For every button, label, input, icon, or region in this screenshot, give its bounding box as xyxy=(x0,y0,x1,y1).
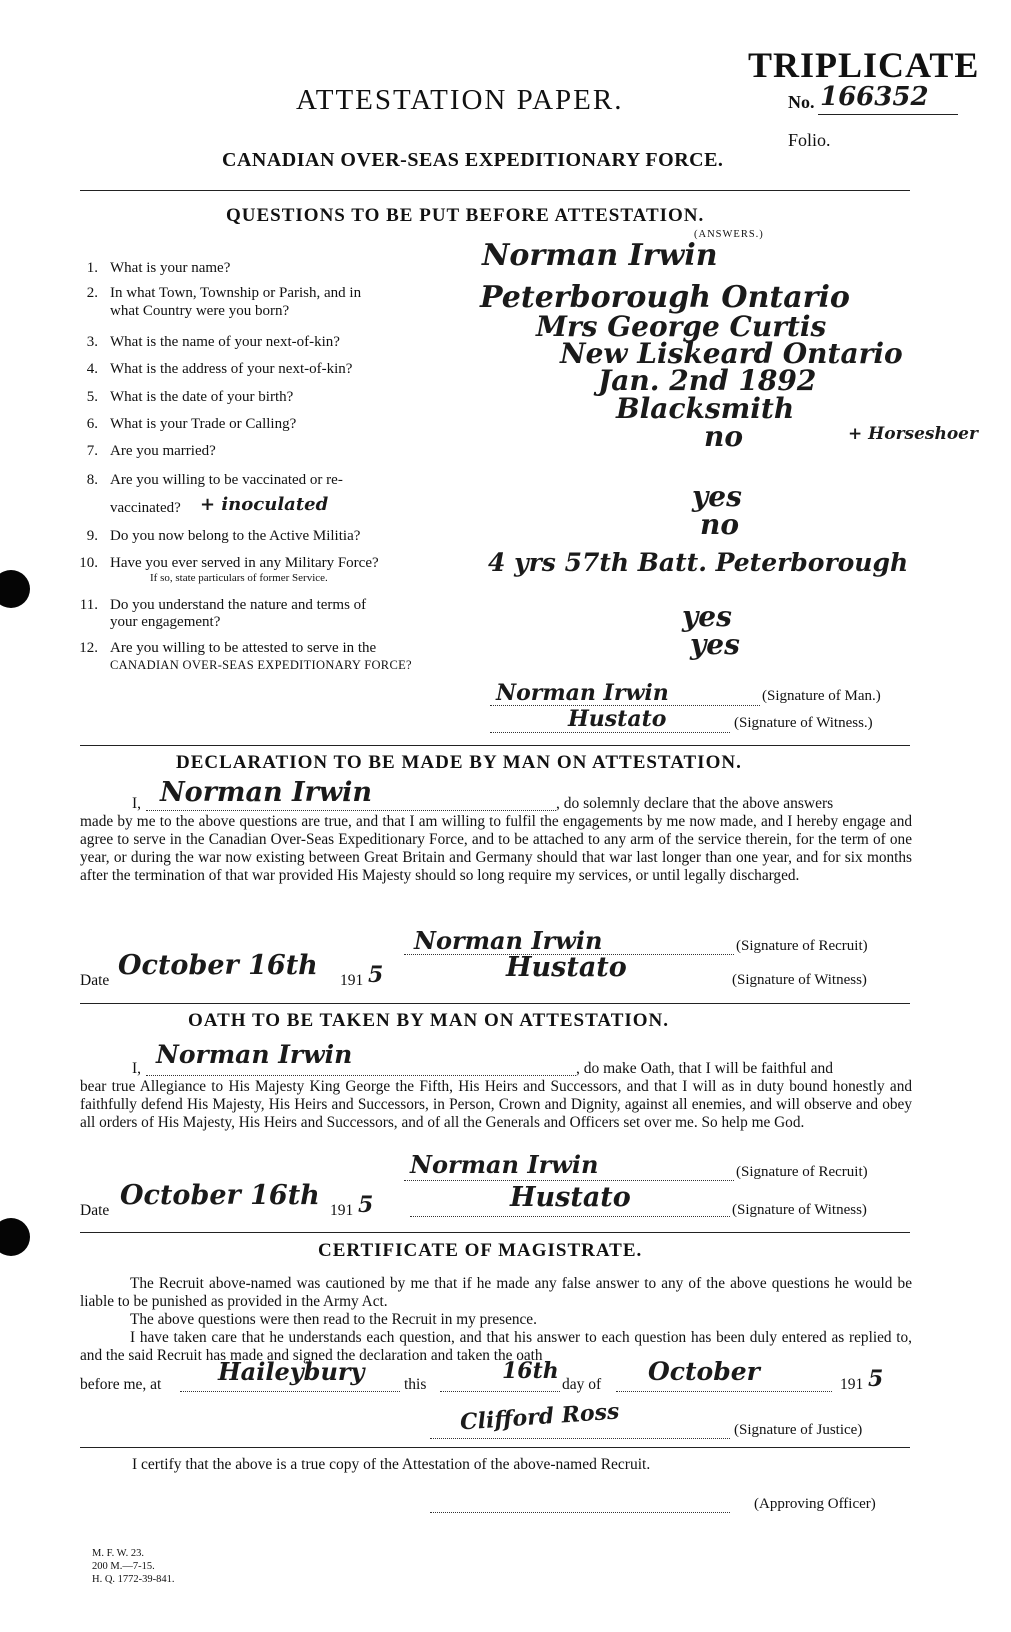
question-text: What is your Trade or Calling? xyxy=(110,416,297,432)
question-number: 6. xyxy=(86,416,98,432)
question-number: 4. xyxy=(86,361,98,377)
declaration-name: Norman Irwin xyxy=(160,777,372,808)
question-text: Are you married? xyxy=(110,443,216,459)
question-text-line2: what Country were you born? xyxy=(110,303,290,319)
answer-trade-addition: + Horseshoer xyxy=(848,424,978,444)
signature-man-label: (Signature of Man.) xyxy=(762,688,881,704)
question-number: 11. xyxy=(79,597,98,613)
question-text-note: If so, state particulars of former Service. xyxy=(150,572,328,584)
form-code-2: 200 M.—7-15. xyxy=(92,1561,155,1572)
answer-willing-to-serve: yes xyxy=(690,628,740,661)
declaration-heading: DECLARATION TO BE MADE BY MAN ON ATTESTATION. xyxy=(176,752,742,773)
answer-next-of-kin: Mrs George Curtis xyxy=(536,310,827,343)
declaration-witness-label: (Signature of Witness) xyxy=(732,972,867,988)
question-number: 5. xyxy=(86,389,98,405)
form-code-3: H. Q. 1772-39-841. xyxy=(92,1574,175,1585)
magistrate-place: Haileybury xyxy=(218,1357,365,1386)
declaration-text-first: , do solemnly declare that the above answers xyxy=(556,795,834,812)
oath-name: Norman Irwin xyxy=(156,1040,353,1069)
magistrate-year-prefix: 191 xyxy=(840,1376,864,1393)
question-number: 12. xyxy=(79,640,98,656)
oath-witness-label: (Signature of Witness) xyxy=(732,1202,867,1218)
question-number: 9. xyxy=(86,528,98,544)
declaration-date-value: October 16th xyxy=(118,950,318,981)
document-number-label: No. xyxy=(788,92,815,112)
magistrate-heading: CERTIFICATE OF MAGISTRATE. xyxy=(318,1240,643,1261)
question-text: What is the name of your next-of-kin? xyxy=(110,334,340,350)
question-text: Are you willing to be vaccinated or re- xyxy=(110,472,343,488)
oath-signature-witness: Hustato xyxy=(510,1182,631,1213)
magistrate-signature: Clifford Ross xyxy=(459,1398,621,1436)
answer-birthplace: Peterborough Ontario xyxy=(480,280,850,315)
magistrate-day: 16th xyxy=(502,1358,559,1384)
magistrate-year-suffix: 5 xyxy=(868,1366,884,1392)
oath-i: I, xyxy=(132,1060,142,1077)
divider-declaration xyxy=(80,745,910,746)
answers-label: (ANSWERS.) xyxy=(694,229,764,240)
answer-name: Norman Irwin xyxy=(482,238,718,273)
folio-label: Folio. xyxy=(788,130,831,150)
question-text: What is the date of your birth? xyxy=(110,389,294,405)
question-text: Do you understand the nature and terms of xyxy=(110,597,367,613)
approving-officer-label: (Approving Officer) xyxy=(754,1496,876,1512)
signature-witness-1: Hustato xyxy=(568,706,667,732)
oath-year-suffix: 5 xyxy=(358,1192,374,1218)
magistrate-signature-line xyxy=(430,1438,730,1439)
document-subtitle: CANADIAN OVER-SEAS EXPEDITIONARY FORCE. xyxy=(222,149,724,171)
question-number: 8. xyxy=(86,472,98,488)
question-text: What is the address of your next-of-kin? xyxy=(110,361,353,377)
question-text: Are you willing to be attested to serve in the xyxy=(110,640,377,656)
divider-oath xyxy=(80,1003,910,1004)
question-text-line2: CANADIAN OVER-SEAS EXPEDITIONARY FORCE? xyxy=(110,658,412,672)
answer-militia: no xyxy=(700,508,740,541)
question-number: 10. xyxy=(79,555,98,571)
form-code-1: M. F. W. 23. xyxy=(92,1548,144,1559)
magistrate-paragraph-2: The above questions were then read to the Recruit in my presence. xyxy=(130,1311,537,1328)
question-number: 3. xyxy=(86,334,98,350)
magistrate-paragraph-3: I have taken care that he understands each question, and that his answer to each question has been duly entered as replied to, and the said Recruit has made and signed the declaration and taken the oath xyxy=(80,1329,912,1364)
questions-heading: QUESTIONS TO BE PUT BEFORE ATTESTATION. xyxy=(226,205,705,226)
oath-text-first: , do make Oath, that I will be faithful and xyxy=(576,1060,833,1077)
oath-recruit-label: (Signature of Recruit) xyxy=(736,1164,868,1180)
divider-certify xyxy=(80,1447,910,1448)
question-text-line2: your engagement? xyxy=(110,614,221,630)
question-text-line2: vaccinated? xyxy=(110,500,181,516)
answer-birth-date: Jan. 2nd 1892 xyxy=(598,364,817,397)
signature-witness-line xyxy=(490,732,730,733)
signature-man: Norman Irwin xyxy=(496,680,669,706)
signature-witness-label: (Signature of Witness.) xyxy=(734,715,873,731)
oath-date-label: Date xyxy=(80,1202,110,1219)
declaration-year-suffix: 5 xyxy=(368,962,384,988)
question-text: In what Town, Township or Parish, and in xyxy=(110,285,362,301)
declaration-i: I, xyxy=(132,795,142,812)
question-number: 2. xyxy=(86,285,98,301)
answer-vaccination-addition: + inoculated xyxy=(200,494,329,515)
magistrate-before-me: before me, at xyxy=(80,1376,162,1393)
magistrate-this: this xyxy=(404,1376,427,1393)
question-number: 7. xyxy=(86,443,98,459)
document-number-value: 166352 xyxy=(820,82,929,112)
answer-married: no xyxy=(704,420,744,453)
oath-recruit-line xyxy=(404,1180,734,1181)
certify-signature-line xyxy=(430,1512,730,1513)
number-underline xyxy=(818,114,958,115)
magistrate-day-of: day of xyxy=(562,1376,602,1393)
magistrate-day-line xyxy=(440,1391,560,1392)
answer-understand-terms: yes xyxy=(682,600,732,633)
oath-witness-line xyxy=(410,1216,730,1217)
declaration-date-label: Date xyxy=(80,972,110,989)
magistrate-month-line xyxy=(616,1391,832,1392)
question-text: What is your name? xyxy=(110,260,231,276)
declaration-signature-recruit: Norman Irwin xyxy=(414,926,603,955)
magistrate-paragraph-1: The Recruit above-named was cautioned by me that if he made any false answer to any of the above questions he would be liable to be punished as provided in the Army Act. xyxy=(80,1275,912,1310)
question-text: Do you now belong to the Active Militia? xyxy=(110,528,361,544)
magistrate-signature-label: (Signature of Justice) xyxy=(734,1422,863,1438)
answer-military-service: 4 yrs 57th Batt. Peterborough xyxy=(488,548,909,577)
answer-vaccination: yes xyxy=(692,480,742,513)
question-number: 1. xyxy=(86,260,98,276)
punch-hole-bottom xyxy=(0,1218,30,1256)
oath-heading: OATH TO BE TAKEN BY MAN ON ATTESTATION. xyxy=(188,1010,670,1031)
answer-kin-address: New Liskeard Ontario xyxy=(560,337,903,370)
certify-text: I certify that the above is a true copy of the Attestation of the above-named Recruit. xyxy=(132,1456,651,1473)
oath-name-line xyxy=(146,1075,576,1076)
copy-label: TRIPLICATE xyxy=(748,45,980,85)
declaration-year-prefix: 191 xyxy=(340,972,364,989)
declaration-body: made by me to the above questions are true, and that I am willing to fulfil the engagements by me now made, and I hereby engage and agree to serve in the Canadian Over-Seas Expeditionary Force, and to be attached to any arm of the service therein, for the term of one year, or during the war now existing between Great Britain and Germany should that war last longer than one year, and for six months after the termination of that war provided His Majesty should so long require my services, or until legally discharged. xyxy=(80,813,912,884)
declaration-recruit-label: (Signature of Recruit) xyxy=(736,938,868,954)
punch-hole-top xyxy=(0,570,30,608)
declaration-name-line xyxy=(146,810,556,811)
oath-year-prefix: 191 xyxy=(330,1202,354,1219)
header-divider xyxy=(80,190,910,191)
declaration-signature-witness: Hustato xyxy=(506,952,627,983)
magistrate-place-line xyxy=(180,1391,400,1392)
document-title: ATTESTATION PAPER. xyxy=(296,84,624,116)
oath-body: bear true Allegiance to His Majesty King George the Fifth, His Heirs and Successors, and that I will as in duty bound honestly and faithfully defend His Majesty, His Heirs and Successors, in Person, Crown and Dignity, against all enemies, and will observe and obey all orders of His Majesty, His Heirs and Successors, and of all the Generals and Officers set over me. So help me God. xyxy=(80,1078,912,1131)
oath-signature-recruit: Norman Irwin xyxy=(410,1150,599,1179)
answer-trade: Blacksmith xyxy=(616,392,795,425)
magistrate-month: October xyxy=(648,1357,760,1386)
divider-magistrate xyxy=(80,1232,910,1233)
question-text: Have you ever served in any Military Force? xyxy=(110,555,379,571)
oath-date-value: October 16th xyxy=(120,1180,320,1211)
